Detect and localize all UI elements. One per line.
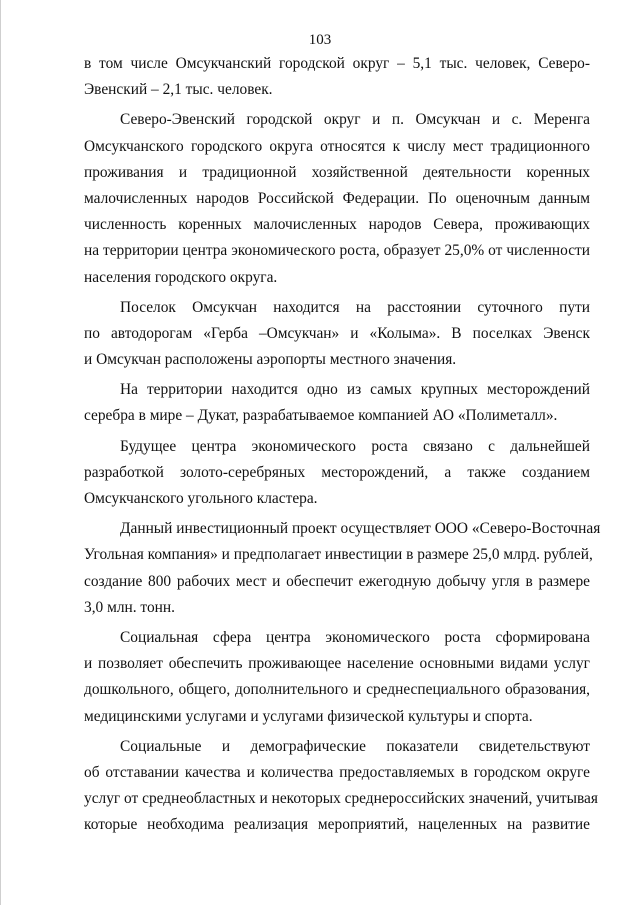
text-line: и позволяет обеспечить проживающее население основными видами услуг — [84, 655, 590, 673]
paragraph-5 — [84, 434, 590, 513]
paragraph-3 — [84, 295, 590, 374]
scan-edge-mark — [0, 0, 1, 905]
text-line: Угольная компания» и предполагает инвестиции в размере 25,0 млрд. рублей, — [84, 546, 593, 564]
text-line: Данный инвестиционный проект осуществляет ООО «Северо-Восточная — [120, 520, 601, 538]
text-line: услуг от среднеобластных и некоторых среднероссийских значений, учитывая — [84, 790, 598, 808]
text-line: Поселок Омсукчан находится на расстоянии суточного пути — [120, 298, 590, 316]
paragraph-6 — [84, 516, 601, 621]
page-number: 103 — [308, 32, 332, 48]
text-line: которые необходима реализация мероприятий, нацеленных на развитие — [84, 816, 590, 834]
text-line: На территории находится одно из самых крупных месторождений — [120, 381, 590, 399]
paragraph-4 — [84, 377, 590, 429]
text-line: на территории центра экономического роста, образует 25,0% от численности — [84, 242, 590, 260]
text-line: разработкой золото-серебряных месторождений, а также созданием — [84, 463, 590, 481]
text-line: проживания и традиционной хозяйственной деятельности коренных — [84, 163, 590, 181]
text-line: об отставании качества и количества предоставляемых в городском округе — [84, 763, 590, 781]
text-line: Эвенский – 2,1 тыс. человек. — [84, 81, 273, 99]
paragraph-7 — [84, 625, 590, 730]
text-line: Социальная сфера центра экономического роста сформирована — [120, 628, 590, 646]
text-line: по автодорогам «Герба –Омсукчан» и «Колыма». В поселках Эвенск — [84, 324, 590, 342]
text-line: Омсукчанского городского округа относятся к числу мест традиционного — [84, 137, 590, 155]
text-line: 3,0 млн. тонн. — [84, 598, 175, 616]
paragraph-2 — [84, 107, 590, 290]
text-line: Омсукчанского угольного кластера. — [84, 490, 318, 507]
document-body — [84, 51, 601, 838]
text-line: создание 800 рабочих мест и обеспечит ежегодную добычу угля в размере — [84, 572, 590, 590]
text-line: населения городского округа. — [84, 268, 278, 286]
text-line: численность коренных малочисленных народов Севера, проживающих — [84, 216, 590, 234]
text-line: серебра в мире – Дукат, разрабатываемое компанией АО «Полиметалл». — [84, 407, 558, 425]
text-line: Социальные и демографические показатели свидетельствуют — [120, 737, 590, 755]
text-line: малочисленных народов Российской Федерации. По оценочным данным — [84, 189, 590, 207]
text-line: Будущее центра экономического роста связано с дальнейшей — [120, 437, 590, 455]
text-line: дошкольного, общего, дополнительного и среднеспециального образования, — [84, 681, 590, 699]
text-line: в том числе Омсукчанский городской округ – 5,1 тыс. человек, Северо- — [84, 55, 590, 72]
text-line: и Омсукчан расположены аэропорты местного значения. — [84, 351, 457, 369]
text-line: медицинскими услугами и услугами физической культуры и спорта. — [84, 707, 533, 725]
paragraph-1 — [84, 51, 590, 103]
text-line: Северо-Эвенский городской округ и п. Омсукчан и с. Меренга — [120, 111, 590, 129]
paragraph-8 — [84, 734, 598, 839]
